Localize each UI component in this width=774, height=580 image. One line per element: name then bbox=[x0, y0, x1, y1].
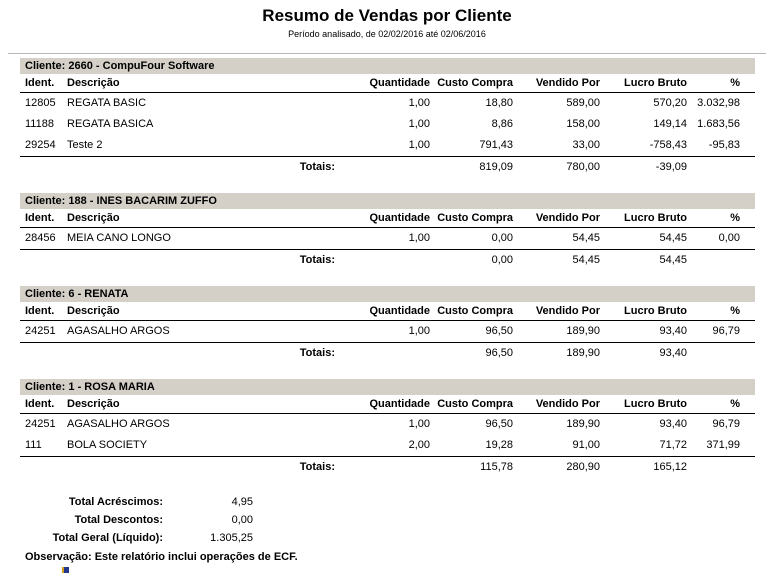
cell-ident: 28456 bbox=[25, 232, 56, 244]
col-quantidade: Quantidade bbox=[369, 398, 430, 410]
col-quantidade: Quantidade bbox=[369, 77, 430, 89]
col-custo-compra: Custo Compra bbox=[437, 212, 513, 224]
table-header-row bbox=[20, 397, 755, 414]
client-section bbox=[20, 58, 755, 179]
cell-lucro-bruto: 570,20 bbox=[653, 97, 687, 109]
cell-lucro-bruto: 71,72 bbox=[659, 439, 687, 451]
col-ident: Ident. bbox=[25, 212, 55, 224]
col-vendido-por: Vendido Por bbox=[535, 305, 600, 317]
totals-lucro-bruto: 165,12 bbox=[653, 461, 687, 473]
client-section bbox=[20, 193, 755, 272]
col-vendido-por: Vendido Por bbox=[535, 77, 600, 89]
table-header-row bbox=[20, 211, 755, 228]
cell-quantidade: 1,00 bbox=[408, 232, 430, 244]
table-row bbox=[20, 321, 755, 342]
totals-row bbox=[20, 342, 755, 365]
cell-percent: 1.683,56 bbox=[697, 118, 740, 130]
totals-row bbox=[20, 249, 755, 272]
cell-custo-compra: 96,50 bbox=[485, 325, 513, 337]
cell-percent: 96,79 bbox=[712, 325, 740, 337]
col-quantidade: Quantidade bbox=[369, 305, 430, 317]
totals-label: Totais: bbox=[299, 461, 335, 473]
cell-quantidade: 1,00 bbox=[408, 139, 430, 151]
table-row bbox=[20, 135, 755, 156]
client-header-bar bbox=[20, 286, 755, 302]
col-lucro-bruto: Lucro Bruto bbox=[624, 212, 687, 224]
col-ident: Ident. bbox=[25, 305, 55, 317]
cell-ident: 24251 bbox=[25, 418, 56, 430]
totals-vendido-por: 280,90 bbox=[566, 461, 600, 473]
cell-vendido-por: 33,00 bbox=[572, 139, 600, 151]
totals-custo-compra: 115,78 bbox=[480, 461, 513, 473]
cell-percent: 371,99 bbox=[706, 439, 740, 451]
cell-quantidade: 1,00 bbox=[408, 325, 430, 337]
totals-label: Totais: bbox=[299, 254, 335, 266]
cell-percent: 0,00 bbox=[718, 232, 740, 244]
cell-lucro-bruto: 93,40 bbox=[659, 325, 687, 337]
col-lucro-bruto: Lucro Bruto bbox=[624, 305, 687, 317]
col-lucro-bruto: Lucro Bruto bbox=[624, 77, 687, 89]
observation-note: Observação: Este relatório inclui operações de ECF. bbox=[25, 551, 298, 563]
cell-quantidade: 1,00 bbox=[408, 97, 430, 109]
table-header-row bbox=[20, 76, 755, 93]
col-ident: Ident. bbox=[25, 77, 55, 89]
totals-lucro-bruto: 54,45 bbox=[659, 254, 687, 266]
cell-descricao: BOLA SOCIETY bbox=[67, 439, 148, 451]
cell-descricao: REGATA BASIC bbox=[67, 97, 147, 109]
cell-ident: 29254 bbox=[25, 139, 56, 151]
col-percent: % bbox=[730, 77, 740, 89]
cell-descricao: Teste 2 bbox=[67, 139, 103, 151]
summary-label-total-geral: Total Geral (Líquido): bbox=[52, 532, 163, 544]
col-percent: % bbox=[730, 398, 740, 410]
totals-custo-compra: 96,50 bbox=[485, 347, 513, 359]
cell-custo-compra: 791,43 bbox=[479, 139, 513, 151]
summary-block bbox=[20, 493, 755, 566]
cell-quantidade: 1,00 bbox=[408, 118, 430, 130]
totals-custo-compra: 0,00 bbox=[491, 254, 513, 266]
client-label: Cliente: 2660 - CompuFour Software bbox=[25, 60, 215, 72]
col-descricao: Descrição bbox=[67, 305, 120, 317]
summary-row bbox=[20, 529, 755, 547]
col-custo-compra: Custo Compra bbox=[437, 305, 513, 317]
col-custo-compra: Custo Compra bbox=[437, 77, 513, 89]
totals-lucro-bruto: 93,40 bbox=[659, 347, 687, 359]
table-row bbox=[20, 414, 755, 435]
table-row bbox=[20, 114, 755, 135]
totals-vendido-por: 780,00 bbox=[566, 161, 600, 173]
cell-vendido-por: 589,00 bbox=[566, 97, 600, 109]
client-label: Cliente: 188 - INES BACARIM ZUFFO bbox=[25, 195, 217, 207]
table-row bbox=[20, 93, 755, 114]
cell-ident: 24251 bbox=[25, 325, 56, 337]
cell-descricao: AGASALHO ARGOS bbox=[67, 325, 170, 337]
client-label: Cliente: 1 - ROSA MARIA bbox=[25, 381, 155, 393]
cell-descricao: REGATA BASICA bbox=[67, 118, 154, 130]
col-descricao: Descrição bbox=[67, 212, 120, 224]
client-label: Cliente: 6 - RENATA bbox=[25, 288, 129, 300]
totals-row bbox=[20, 456, 755, 479]
report-subtitle: Período analisado, de 02/02/2016 até 02/06/2016 bbox=[288, 29, 486, 39]
client-header-bar bbox=[20, 58, 755, 74]
totals-custo-compra: 819,09 bbox=[479, 161, 513, 173]
cell-lucro-bruto: 93,40 bbox=[659, 418, 687, 430]
cell-lucro-bruto: 149,14 bbox=[653, 118, 687, 130]
cell-ident: 111 bbox=[25, 439, 42, 451]
cell-percent: 96,79 bbox=[712, 418, 740, 430]
cell-vendido-por: 189,90 bbox=[566, 418, 600, 430]
col-vendido-por: Vendido Por bbox=[535, 398, 600, 410]
summary-label-acrescimos: Total Acréscimos: bbox=[68, 496, 163, 508]
cell-quantidade: 2,00 bbox=[408, 439, 430, 451]
totals-vendido-por: 189,90 bbox=[566, 347, 600, 359]
summary-label-descontos: Total Descontos: bbox=[74, 514, 163, 526]
totals-label: Totais: bbox=[299, 347, 335, 359]
summary-value-acrescimos: 4,95 bbox=[231, 496, 253, 508]
cell-percent: -95,83 bbox=[708, 139, 740, 151]
cell-custo-compra: 96,50 bbox=[485, 418, 513, 430]
cell-lucro-bruto: -758,43 bbox=[649, 139, 687, 151]
report-title: Resumo de Vendas por Cliente bbox=[262, 6, 512, 25]
cell-custo-compra: 0,00 bbox=[491, 232, 513, 244]
col-quantidade: Quantidade bbox=[369, 212, 430, 224]
col-lucro-bruto: Lucro Bruto bbox=[624, 398, 687, 410]
totals-vendido-por: 54,45 bbox=[572, 254, 600, 266]
report-body bbox=[20, 58, 755, 566]
title-divider bbox=[8, 53, 766, 54]
col-percent: % bbox=[730, 305, 740, 317]
cell-custo-compra: 18,80 bbox=[485, 97, 513, 109]
summary-row bbox=[20, 493, 755, 511]
col-ident: Ident. bbox=[25, 398, 55, 410]
bottom-edge-artifact bbox=[62, 567, 69, 573]
summary-row bbox=[20, 511, 755, 529]
totals-lucro-bruto: -39,09 bbox=[655, 161, 687, 173]
client-header-bar bbox=[20, 193, 755, 209]
cell-ident: 11188 bbox=[25, 118, 54, 130]
cell-descricao: AGASALHO ARGOS bbox=[67, 418, 170, 430]
cell-descricao: MEIA CANO LONGO bbox=[67, 232, 171, 244]
summary-value-total-geral: 1.305,25 bbox=[210, 532, 253, 544]
table-header-row bbox=[20, 304, 755, 321]
cell-ident: 12805 bbox=[25, 97, 56, 109]
client-section bbox=[20, 379, 755, 479]
cell-custo-compra: 19,28 bbox=[485, 439, 513, 451]
cell-percent: 3.032,98 bbox=[697, 97, 740, 109]
table-row bbox=[20, 435, 755, 456]
col-descricao: Descrição bbox=[67, 77, 120, 89]
cell-quantidade: 1,00 bbox=[408, 418, 430, 430]
col-descricao: Descrição bbox=[67, 398, 120, 410]
cell-lucro-bruto: 54,45 bbox=[659, 232, 687, 244]
col-percent: % bbox=[730, 212, 740, 224]
cell-vendido-por: 91,00 bbox=[572, 439, 600, 451]
cell-vendido-por: 54,45 bbox=[572, 232, 600, 244]
col-custo-compra: Custo Compra bbox=[437, 398, 513, 410]
client-header-bar bbox=[20, 379, 755, 395]
cell-vendido-por: 158,00 bbox=[566, 118, 600, 130]
totals-label: Totais: bbox=[299, 161, 335, 173]
cell-custo-compra: 8,86 bbox=[491, 118, 513, 130]
totals-row bbox=[20, 156, 755, 179]
col-vendido-por: Vendido Por bbox=[535, 212, 600, 224]
summary-value-descontos: 0,00 bbox=[231, 514, 253, 526]
cell-vendido-por: 189,90 bbox=[566, 325, 600, 337]
client-section bbox=[20, 286, 755, 365]
table-row bbox=[20, 228, 755, 249]
